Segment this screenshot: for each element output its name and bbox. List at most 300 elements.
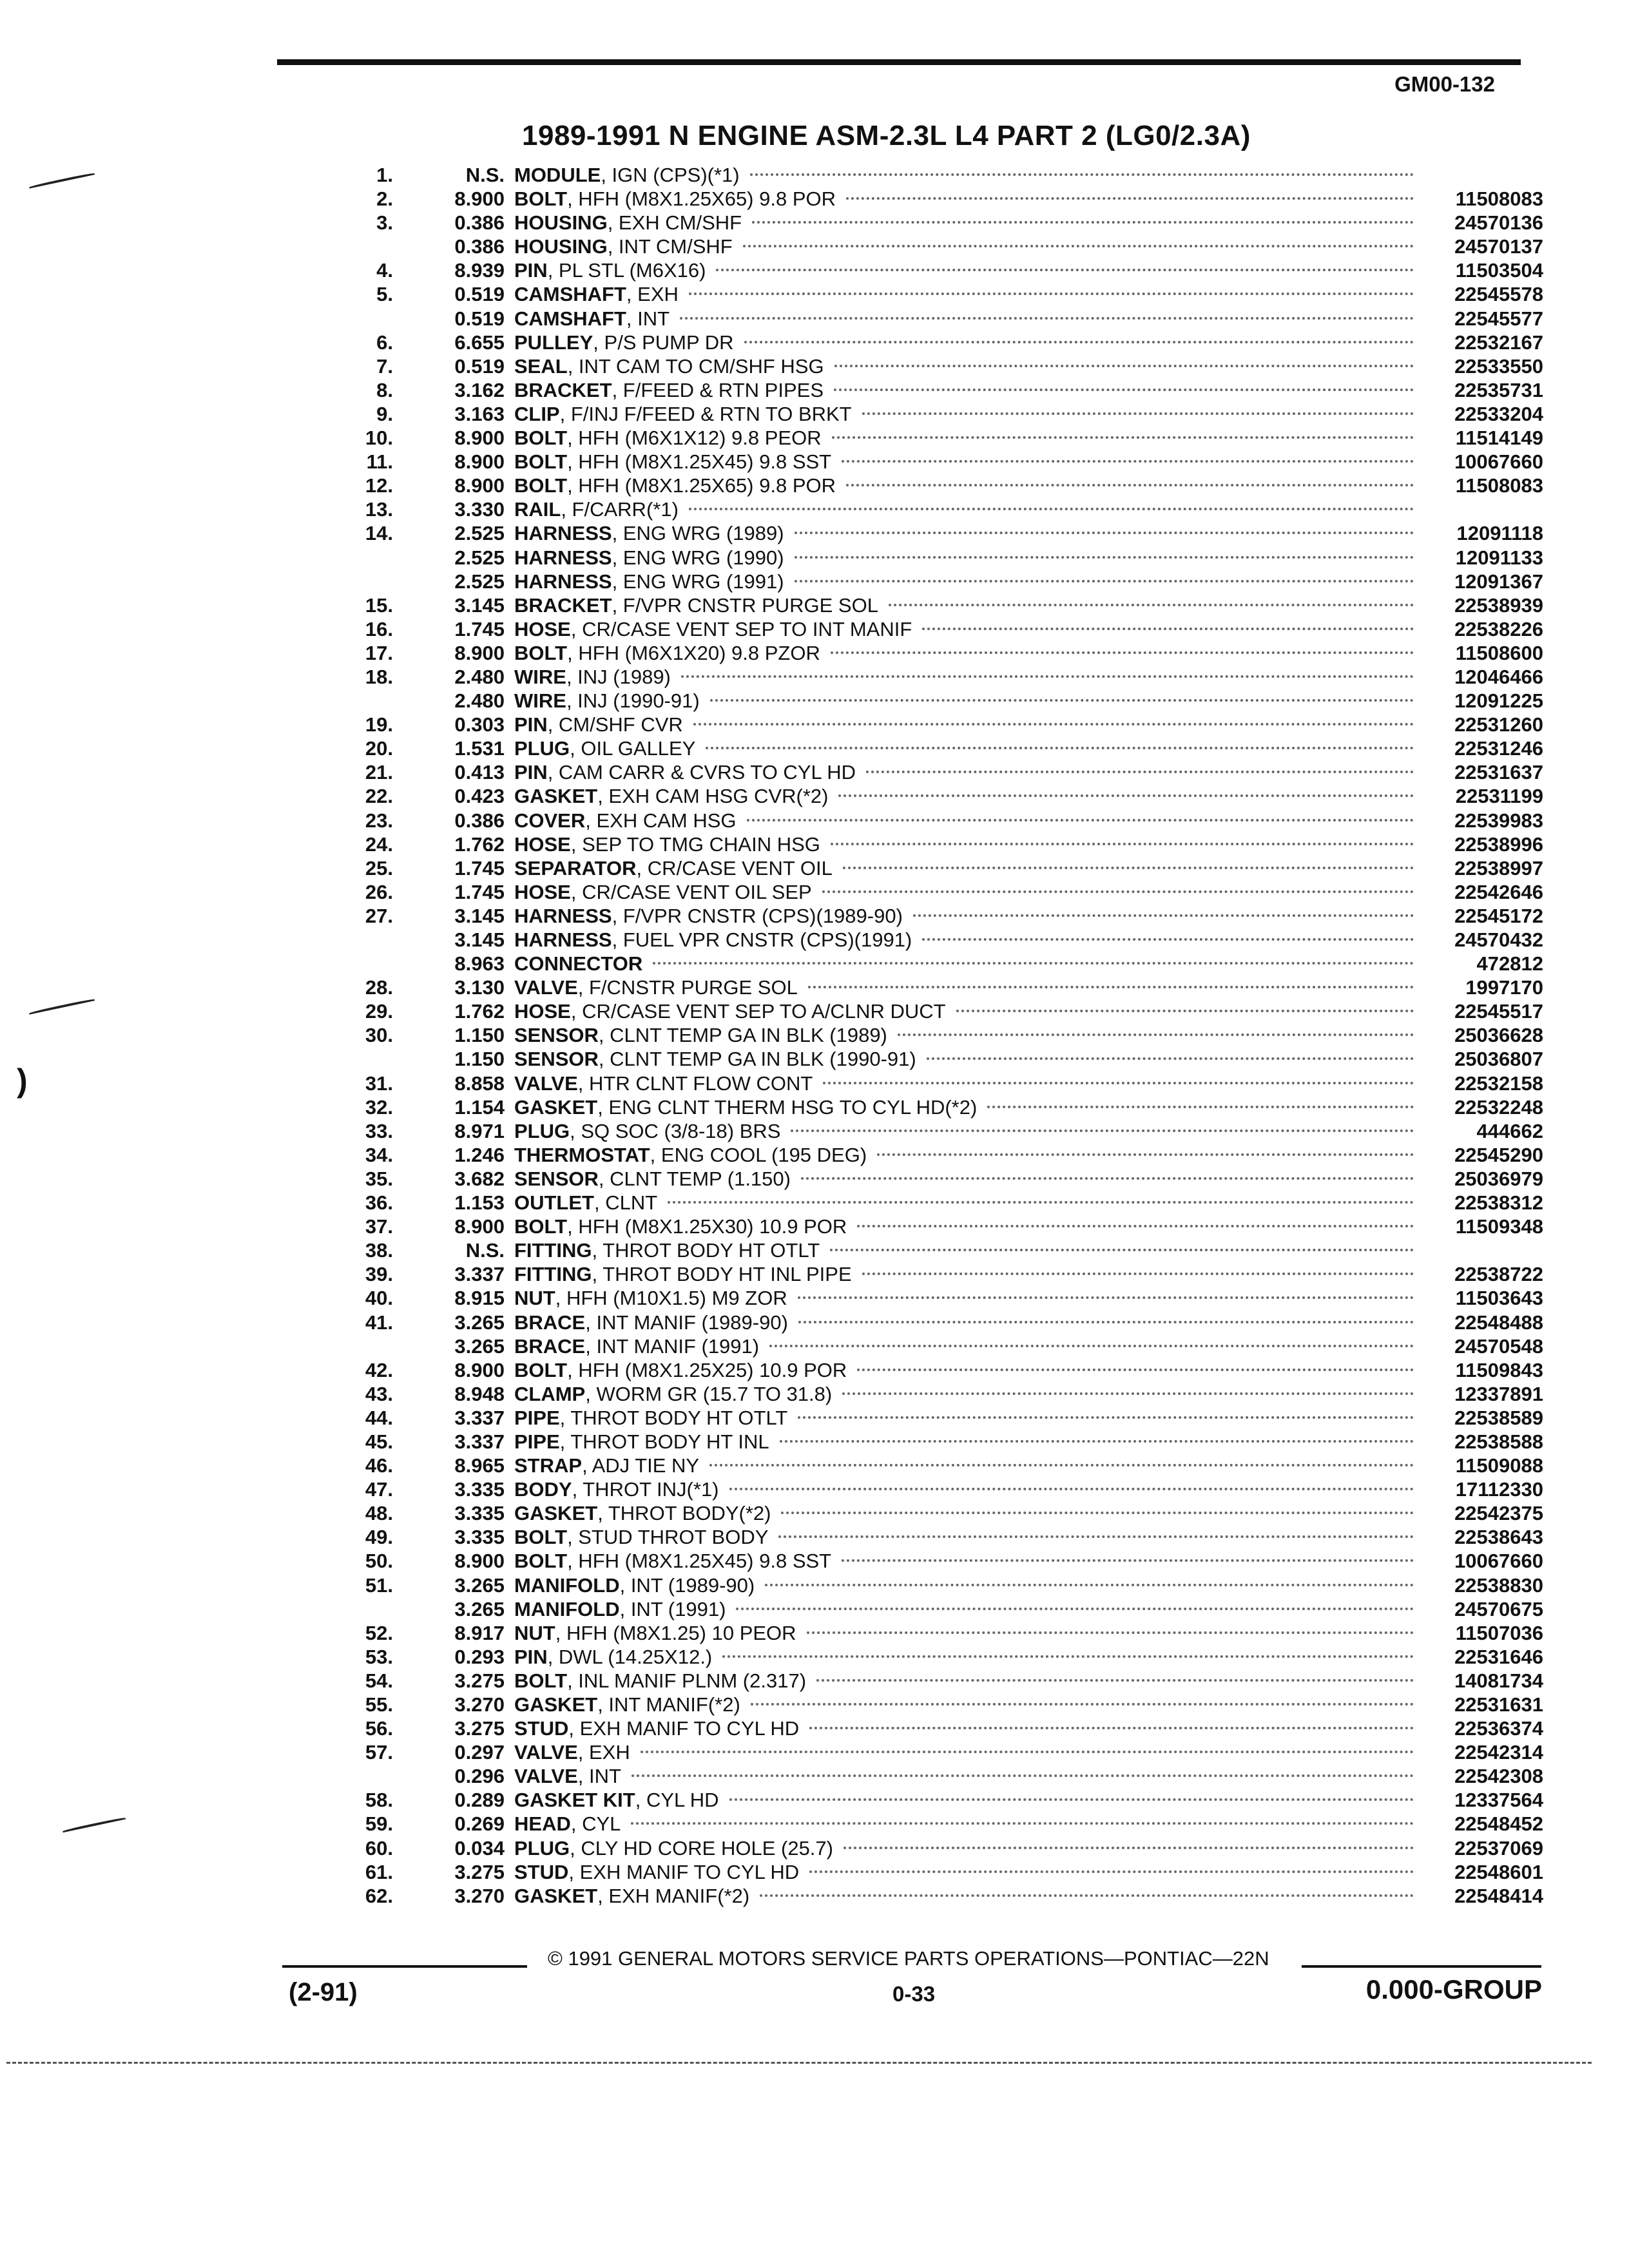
part-number: 22538589 (1454, 1406, 1543, 1429)
group-number: 1.246 (454, 1143, 505, 1166)
table-row (342, 1430, 1543, 1454)
part-number: 472812 (1476, 952, 1543, 975)
group-number: 0.519 (454, 307, 505, 330)
part-number: 22548601 (1454, 1860, 1543, 1883)
part-name: GASKET KIT (514, 1789, 635, 1812)
table-row (342, 832, 1543, 856)
part-qualifier: , INL MANIF PLNM (2.317) (567, 1669, 807, 1692)
part-name: VALVE (514, 1741, 578, 1764)
part-name: BOLT (514, 1215, 568, 1238)
part-number: 11514149 (1455, 427, 1543, 450)
part-qualifier: , HFH (M6X1X12) 9.8 PEOR (567, 427, 822, 450)
table-row (342, 1047, 1543, 1071)
part-qualifier: , INJ (1989) (566, 665, 671, 688)
item-number: 37. (365, 1215, 393, 1238)
group-number: 6.655 (454, 331, 505, 354)
table-row (342, 1788, 1543, 1812)
part-number: 25036807 (1454, 1048, 1543, 1071)
part-qualifier: , IGN (CPS)(*1) (601, 164, 740, 186)
table-row (342, 1311, 1543, 1334)
part-number: 22532158 (1454, 1072, 1543, 1095)
part-qualifier: , CLY HD CORE HOLE (25.7) (570, 1836, 833, 1860)
table-row (342, 570, 1543, 593)
dot-leader (830, 1249, 1414, 1251)
group-number: 8.948 (454, 1382, 505, 1405)
part-name: PLUG (514, 1836, 570, 1860)
part-number: 14081734 (1454, 1669, 1543, 1692)
item-number: 6. (376, 331, 393, 354)
part-name: CONNECTOR (514, 952, 643, 975)
part-description (514, 641, 1418, 665)
part-number: 22532248 (1454, 1095, 1543, 1119)
item-number: 8. (376, 378, 393, 401)
table-row (342, 1286, 1543, 1310)
table-row (342, 474, 1543, 497)
group-number: 3.162 (454, 378, 505, 401)
dot-leader (750, 173, 1414, 176)
table-row (342, 856, 1543, 880)
part-name: VALVE (514, 1072, 578, 1095)
group-number: 3.335 (454, 1502, 505, 1525)
part-description (514, 617, 1418, 641)
dot-leader (842, 460, 1414, 463)
table-row (342, 1143, 1543, 1167)
group-number: 8.900 (454, 427, 505, 450)
part-description (514, 1358, 1418, 1382)
part-qualifier: , INT MANIF (1989-90) (585, 1311, 788, 1334)
table-row (342, 1501, 1543, 1525)
part-qualifier: , CLNT TEMP GA IN BLK (1990-91) (598, 1048, 916, 1071)
part-qualifier: , PL STL (M6X16) (547, 259, 706, 282)
part-description (514, 1047, 1418, 1071)
part-description (514, 354, 1418, 378)
part-number: 12091225 (1454, 689, 1543, 713)
dot-leader (823, 1082, 1414, 1084)
part-qualifier: , F/VPR CNSTR (CPS)(1989-90) (612, 904, 903, 927)
item-number: 56. (365, 1717, 393, 1740)
table-row (342, 1836, 1543, 1860)
part-name: SENSOR (514, 1167, 599, 1190)
part-description (514, 1406, 1418, 1430)
part-name: HARNESS (514, 522, 612, 545)
table-row (342, 641, 1543, 665)
table-row (342, 617, 1543, 641)
part-name: MODULE (514, 164, 601, 186)
part-name: FITTING (514, 1263, 592, 1286)
part-name: HOSE (514, 1000, 571, 1023)
part-qualifier: , INT (577, 1765, 621, 1788)
part-qualifier: , INJ (1990-91) (566, 689, 700, 713)
item-number: 62. (365, 1884, 393, 1907)
group-number: 0.034 (454, 1836, 505, 1860)
dot-leader (795, 532, 1414, 534)
item-number: 21. (365, 761, 393, 784)
group-number: 0.386 (454, 211, 505, 235)
part-description (514, 736, 1418, 760)
item-number: 15. (365, 593, 393, 617)
table-row (342, 1406, 1543, 1430)
part-qualifier: , OIL GALLEY (570, 737, 696, 760)
table-row (342, 1072, 1543, 1095)
dot-leader (760, 1894, 1414, 1897)
part-description (514, 1477, 1418, 1501)
group-number: 0.289 (454, 1789, 505, 1812)
dot-leader (831, 651, 1414, 654)
group-number: 3.270 (454, 1693, 505, 1716)
dot-leader (862, 412, 1414, 415)
table-row (342, 258, 1543, 282)
group-number: 2.480 (454, 689, 505, 713)
part-description (514, 1023, 1418, 1047)
part-description (514, 1095, 1418, 1119)
item-number: 20. (365, 737, 393, 760)
part-qualifier: , F/VPR CNSTR PURGE SOL (612, 593, 878, 617)
group-number: N.S. (465, 1239, 505, 1262)
group-number: 1.150 (454, 1048, 505, 1071)
dot-leader (631, 1774, 1414, 1777)
dot-leader (744, 341, 1414, 343)
dot-leader (765, 1584, 1414, 1586)
dot-leader (846, 197, 1414, 200)
dot-leader (816, 1679, 1414, 1682)
dot-leader (857, 1369, 1414, 1371)
group-number: 0.413 (454, 761, 505, 784)
part-description (514, 1191, 1418, 1215)
table-row (342, 1167, 1543, 1191)
dot-leader (877, 1153, 1414, 1156)
dot-leader (798, 1416, 1414, 1419)
part-description (514, 307, 1418, 331)
group-number: 3.337 (454, 1406, 505, 1429)
part-qualifier: , THROT BODY HT INL (559, 1430, 769, 1453)
item-number: 33. (365, 1119, 393, 1142)
part-number: 22531246 (1454, 737, 1543, 760)
dot-leader (922, 938, 1414, 941)
dot-leader (913, 914, 1414, 917)
document-code: GM00-132 (1394, 72, 1495, 96)
part-qualifier: , CYL (570, 1812, 621, 1836)
part-name: STUD (514, 1717, 569, 1740)
table-row (342, 928, 1543, 952)
group-number: 3.265 (454, 1311, 505, 1334)
item-number: 47. (365, 1478, 393, 1501)
part-description (514, 1072, 1418, 1095)
part-name: STUD (514, 1860, 569, 1883)
table-row (342, 1262, 1543, 1286)
part-name: HOSE (514, 880, 571, 903)
item-number: 35. (365, 1167, 393, 1190)
part-qualifier: , EXH (626, 283, 679, 306)
part-qualifier: , ENG COOL (195 DEG) (650, 1143, 867, 1166)
item-number: 2. (376, 187, 393, 211)
part-name: BRACKET (514, 593, 612, 617)
group-number: 3.145 (454, 593, 505, 617)
table-row (342, 1645, 1543, 1669)
group-number: 3.275 (454, 1669, 505, 1692)
table-row (342, 331, 1543, 354)
table-row (342, 1764, 1543, 1788)
part-number: 22538997 (1454, 856, 1543, 879)
part-number: 22538226 (1454, 617, 1543, 640)
table-row (342, 999, 1543, 1023)
part-name: BOLT (514, 427, 568, 450)
dot-leader (798, 1321, 1414, 1323)
part-description (514, 928, 1418, 952)
part-description (514, 1311, 1418, 1334)
part-description (514, 1382, 1418, 1406)
part-name: HARNESS (514, 928, 612, 951)
part-description (514, 187, 1418, 211)
part-qualifier: , EXH (577, 1741, 630, 1764)
table-row (342, 354, 1543, 378)
table-row (342, 1884, 1543, 1908)
part-name: PIN (514, 713, 548, 736)
group-number: 0.519 (454, 283, 505, 306)
part-number: 22545172 (1454, 904, 1543, 927)
part-number: 22536374 (1454, 1717, 1543, 1740)
part-number: 22545577 (1454, 307, 1543, 330)
cut-line (6, 2062, 1592, 2064)
part-number: 1997170 (1465, 976, 1543, 999)
part-qualifier: , DWL (14.25X12.) (547, 1645, 713, 1668)
group-number: N.S. (465, 164, 505, 186)
part-qualifier: , CAM CARR & CVRS TO CYL HD (547, 761, 856, 784)
dot-leader (710, 699, 1414, 702)
group-number: 0.386 (454, 809, 505, 832)
group-number: 3.275 (454, 1717, 505, 1740)
part-name: PIN (514, 259, 548, 282)
part-name: BOLT (514, 1358, 568, 1381)
part-number: 22542646 (1454, 880, 1543, 903)
table-row (342, 952, 1543, 975)
part-description (514, 809, 1418, 832)
part-name: BOLT (514, 450, 568, 474)
item-number: 4. (376, 259, 393, 282)
page-number: 0-33 (892, 1982, 936, 2006)
part-qualifier: , EXH CAM HSG CVR(*2) (597, 785, 829, 808)
table-row (342, 1669, 1543, 1693)
part-number: 12046466 (1454, 665, 1543, 688)
part-number: 25036628 (1454, 1024, 1543, 1047)
table-row (342, 187, 1543, 211)
group-number: 1.745 (454, 880, 505, 903)
part-qualifier: , F/FEED & RTN PIPES (612, 378, 824, 401)
dot-leader (689, 293, 1414, 295)
dot-leader (722, 1655, 1414, 1658)
part-qualifier: , THROT INJ(*1) (572, 1478, 719, 1501)
dot-leader (987, 1106, 1414, 1108)
part-number: 22531199 (1455, 785, 1543, 808)
part-description (514, 331, 1418, 354)
item-number: 58. (365, 1789, 393, 1812)
group-number: 3.145 (454, 928, 505, 951)
dot-leader (798, 1296, 1414, 1299)
part-description (514, 689, 1418, 713)
item-number: 19. (365, 713, 393, 736)
group-number: 0.293 (454, 1645, 505, 1668)
part-name: GASKET (514, 1095, 598, 1119)
group-number: 8.963 (454, 952, 505, 975)
part-description (514, 1334, 1418, 1358)
part-number: 22531646 (1454, 1645, 1543, 1668)
dot-leader (862, 1273, 1414, 1275)
part-name: COVER (514, 809, 586, 832)
table-row (342, 809, 1543, 832)
part-name: PIN (514, 761, 548, 784)
part-name: BOLT (514, 474, 568, 497)
part-description (514, 474, 1418, 497)
part-description (514, 1573, 1418, 1597)
part-description (514, 235, 1418, 258)
part-description (514, 1454, 1418, 1477)
dot-leader (857, 1225, 1414, 1227)
part-description (514, 497, 1418, 521)
table-row (342, 1597, 1543, 1621)
part-qualifier: , EXH CM/SHF (607, 211, 742, 235)
group-number: 8.965 (454, 1454, 505, 1477)
group-number: 1.150 (454, 1024, 505, 1047)
item-number: 12. (365, 474, 393, 497)
part-name: PULLEY (514, 331, 593, 354)
item-number: 1. (376, 164, 393, 186)
part-qualifier: , THROT BODY HT OTLT (559, 1406, 788, 1429)
part-name: BODY (514, 1478, 572, 1501)
dot-leader (680, 317, 1414, 320)
item-number: 51. (365, 1573, 393, 1597)
group-number: 1.531 (454, 737, 505, 760)
part-qualifier: , HFH (M6X1X20) 9.8 PZOR (567, 641, 820, 664)
item-number: 50. (365, 1550, 393, 1573)
part-name: CAMSHAFT (514, 283, 626, 306)
part-number: 22545517 (1454, 1000, 1543, 1023)
part-number: 25036979 (1454, 1167, 1543, 1190)
table-row (342, 546, 1543, 570)
part-qualifier: , HFH (M10X1.5) M9 ZOR (555, 1287, 787, 1310)
item-number: 57. (365, 1741, 393, 1764)
dot-leader (791, 1129, 1414, 1132)
part-qualifier: , INT CAM TO CM/SHF HSG (567, 354, 824, 378)
part-description (514, 665, 1418, 689)
group-number: 3.265 (454, 1334, 505, 1358)
part-qualifier: , CLNT TEMP (1.150) (598, 1167, 791, 1190)
part-description (514, 904, 1418, 928)
part-number: 22531260 (1454, 713, 1543, 736)
part-qualifier: , ENG WRG (1989) (612, 522, 784, 545)
part-name: MANIFOLD (514, 1597, 620, 1620)
table-row (342, 211, 1543, 235)
part-description (514, 546, 1418, 570)
table-row (342, 1095, 1543, 1119)
part-name: FITTING (514, 1239, 592, 1262)
group-number: 3.130 (454, 976, 505, 999)
dot-leader (769, 1345, 1414, 1347)
part-qualifier: , EXH MANIF TO CYL HD (568, 1860, 800, 1883)
part-number: 12091367 (1454, 570, 1543, 593)
table-row (342, 1549, 1543, 1573)
part-number: 22538588 (1454, 1430, 1543, 1453)
table-row (342, 593, 1543, 617)
table-row (342, 1119, 1543, 1143)
part-number: 12337564 (1454, 1789, 1543, 1812)
part-description (514, 1238, 1418, 1262)
table-row (342, 689, 1543, 713)
part-name: BOLT (514, 1526, 568, 1549)
part-number: 12337891 (1454, 1382, 1543, 1405)
part-description (514, 593, 1418, 617)
table-row (342, 1215, 1543, 1238)
group-number: 8.900 (454, 1215, 505, 1238)
item-number: 29. (365, 1000, 393, 1023)
part-number: 22548488 (1454, 1311, 1543, 1334)
part-qualifier: , HFH (M8X1.25X25) 10.9 POR (567, 1358, 847, 1381)
item-number: 48. (365, 1502, 393, 1525)
item-number: 5. (376, 283, 393, 306)
binder-mark-1 (29, 172, 95, 189)
part-number: 10067660 (1454, 1550, 1543, 1573)
group-number: 8.900 (454, 450, 505, 474)
dot-leader (866, 771, 1414, 773)
part-number: 22542308 (1454, 1765, 1543, 1788)
part-name: SEPARATOR (514, 856, 637, 879)
part-number: 10067660 (1454, 450, 1543, 474)
table-row (342, 1573, 1543, 1597)
group-number: 3.265 (454, 1573, 505, 1597)
parts-list (342, 163, 1543, 1908)
group-number: 3.270 (454, 1884, 505, 1907)
part-qualifier: , FUEL VPR CNSTR (CPS)(1991) (612, 928, 912, 951)
group-number: 3.275 (454, 1860, 505, 1883)
item-number: 59. (365, 1812, 393, 1836)
part-description (514, 952, 1418, 975)
part-description (514, 1621, 1418, 1645)
part-number: 22537069 (1454, 1836, 1543, 1860)
table-row (342, 1454, 1543, 1477)
part-qualifier: , INT CM/SHF (607, 235, 733, 258)
part-name: BRACE (514, 1311, 586, 1334)
dot-leader (795, 580, 1414, 582)
part-description (514, 1143, 1418, 1167)
table-row (342, 1812, 1543, 1836)
dot-leader (898, 1033, 1414, 1036)
part-name: GASKET (514, 1884, 598, 1907)
part-name: PIPE (514, 1430, 560, 1453)
footer-rule-left (282, 1965, 527, 1968)
item-number: 31. (365, 1072, 393, 1095)
part-description (514, 1215, 1418, 1238)
item-number: 54. (365, 1669, 393, 1692)
table-row (342, 426, 1543, 450)
dot-leader (838, 794, 1414, 797)
binder-mark-2 (29, 998, 95, 1015)
part-name: OUTLET (514, 1191, 594, 1215)
item-number: 9. (376, 402, 393, 425)
group-number: 3.145 (454, 904, 505, 927)
part-number: 11509088 (1455, 1454, 1543, 1477)
margin-paren-mark: ) (17, 1062, 28, 1099)
part-description (514, 1716, 1418, 1740)
page-title: 1989-1991 N ENGINE ASM-2.3L L4 PART 2 (LG0/2.3A) (522, 120, 1251, 151)
part-number: 22531637 (1454, 761, 1543, 784)
part-qualifier: , INT MANIF (1991) (585, 1334, 760, 1358)
part-number: 22538939 (1454, 593, 1543, 617)
part-qualifier: , F/CARR(*1) (561, 498, 679, 521)
dot-leader (842, 1392, 1414, 1395)
part-qualifier: , SEP TO TMG CHAIN HSG (570, 832, 820, 856)
dot-leader (832, 436, 1414, 439)
group-number: 3.335 (454, 1526, 505, 1549)
part-qualifier: , INT MANIF(*2) (597, 1693, 740, 1716)
part-qualifier: , HFH (M8X1.25X45) 9.8 SST (567, 1550, 832, 1573)
